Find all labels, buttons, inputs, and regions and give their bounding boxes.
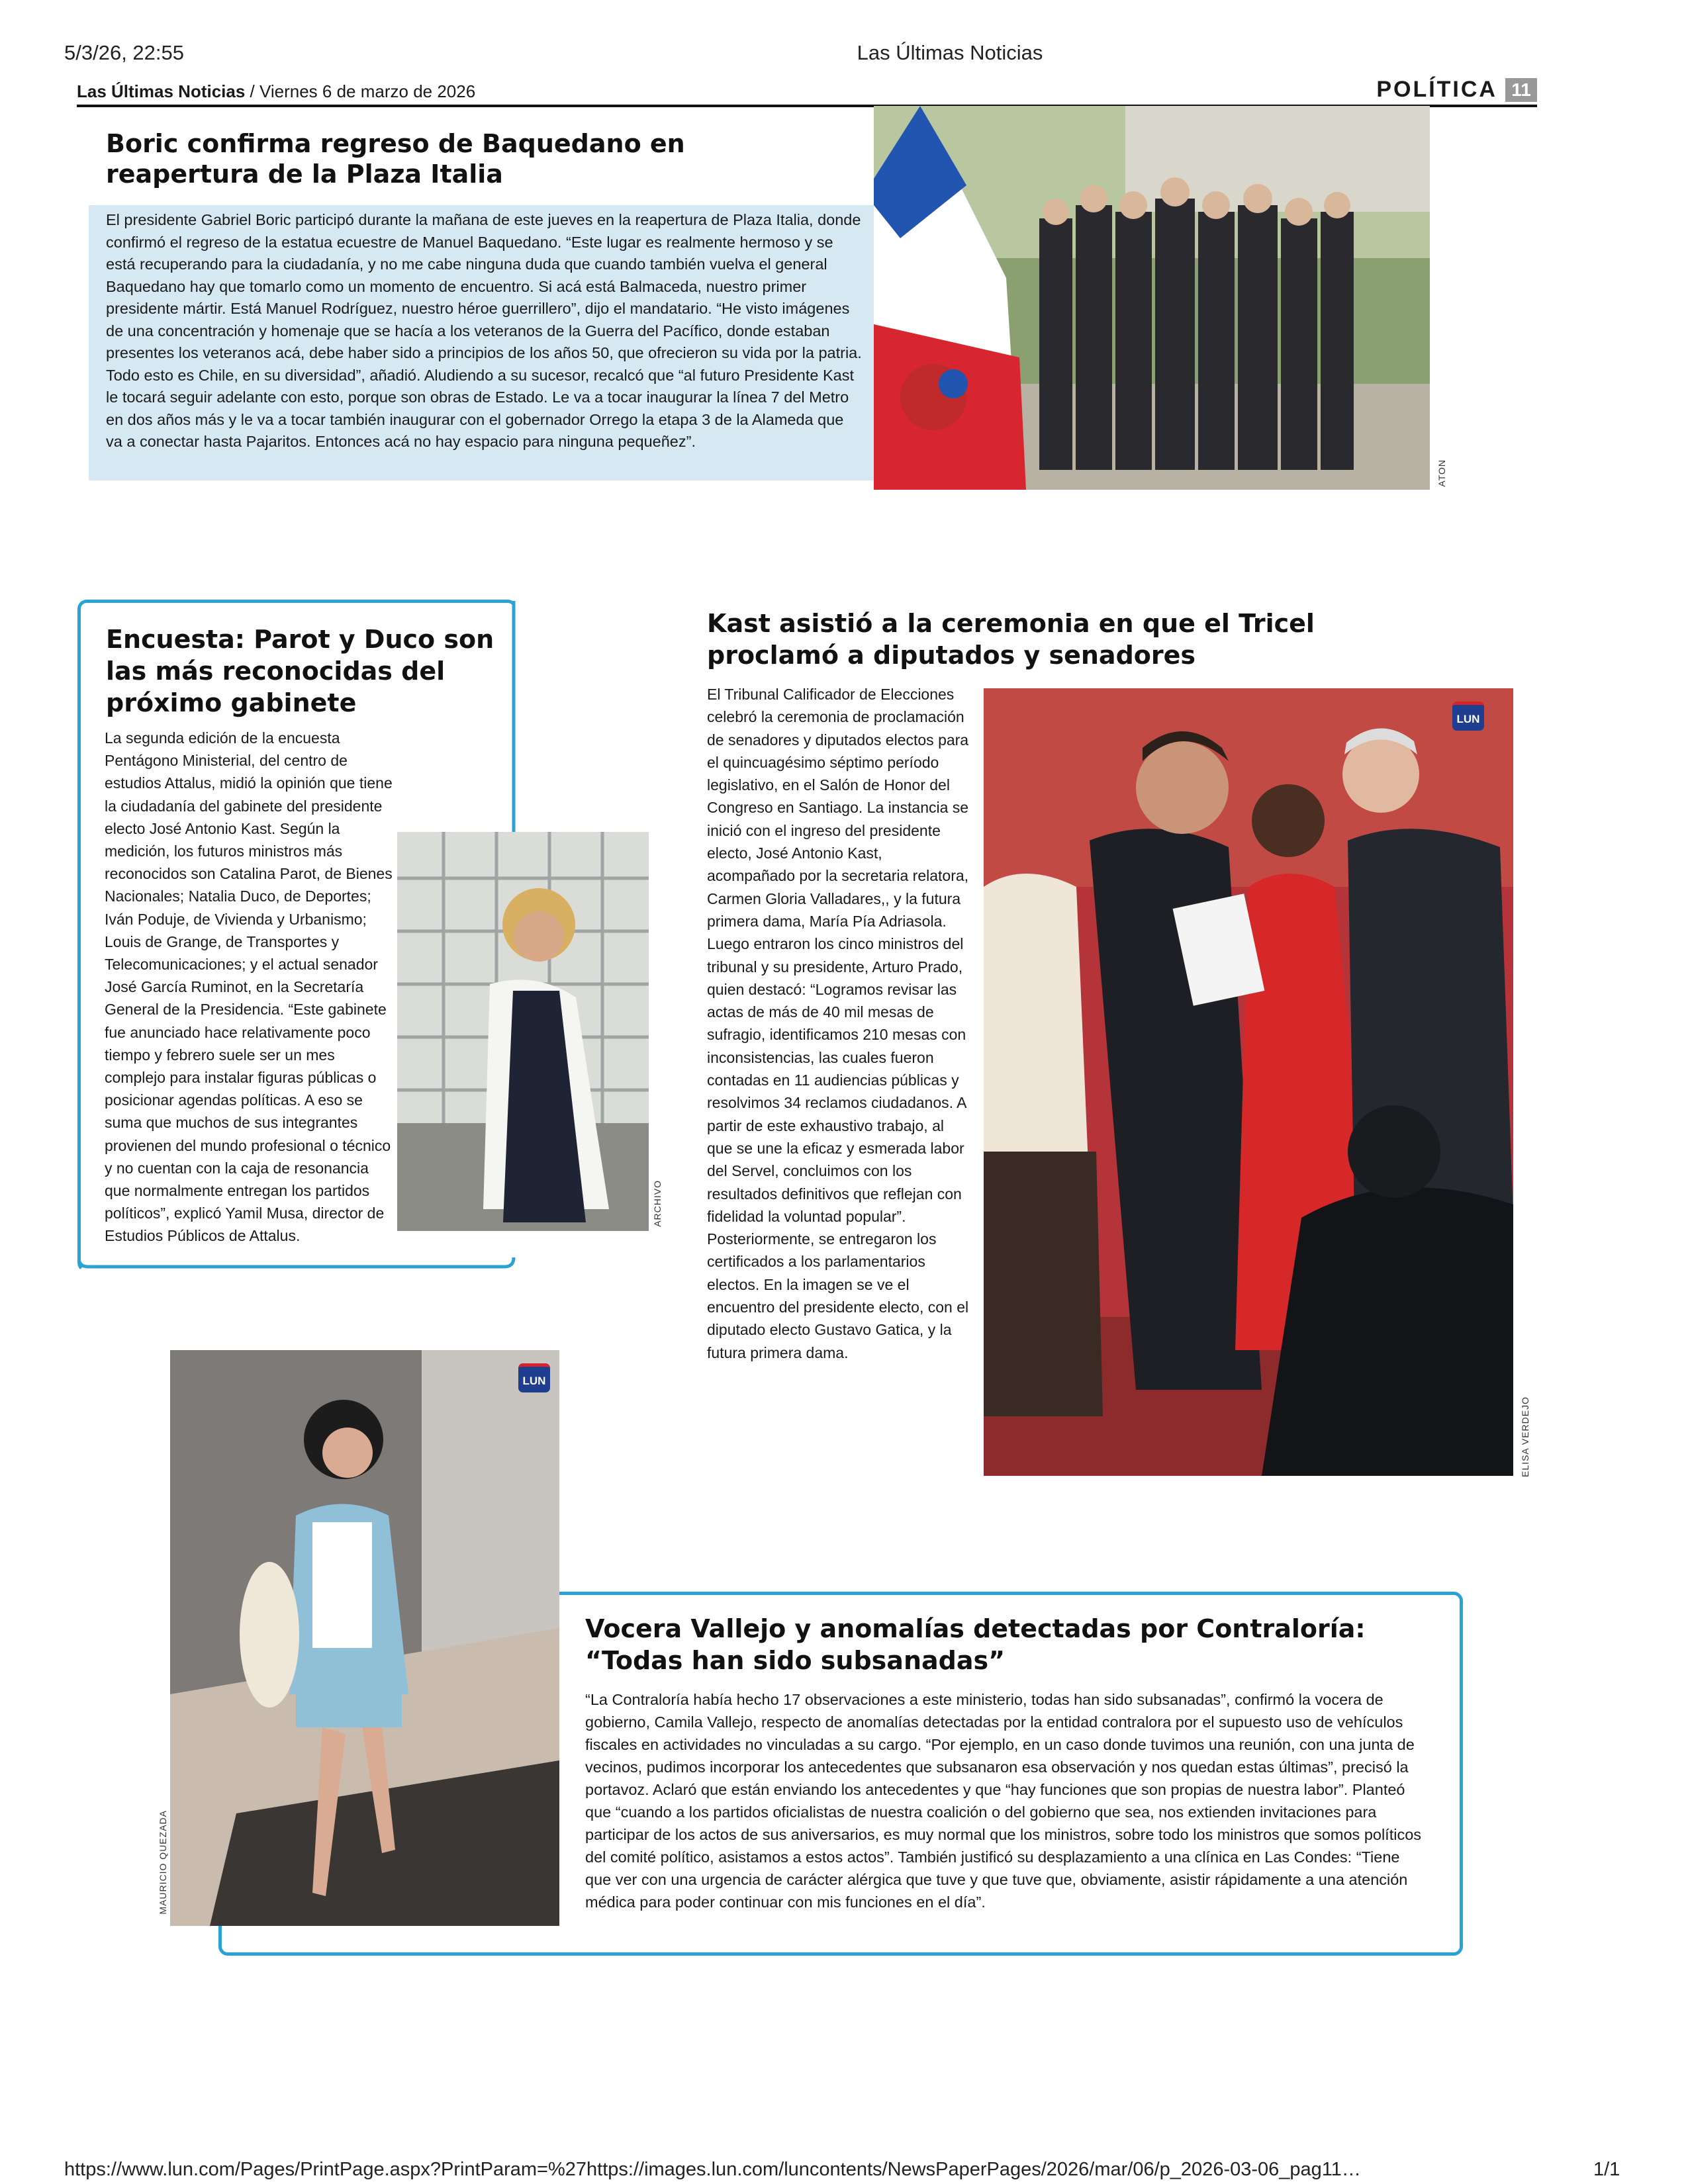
story-4-photo — [170, 1350, 559, 1926]
story-2-headline: Encuesta: Parot y Duco son las más reconocidas del próximo gabinete — [106, 625, 494, 717]
story-4-headline: Vocera Vallejo y anomalías detectadas por Contraloría: “Todas han sido subsanadas” — [585, 1614, 1366, 1675]
print-datetime: 5/3/26, 22:55 — [64, 41, 184, 64]
story-2-photo — [397, 832, 649, 1231]
lun-logo-story-3: LUN — [1452, 702, 1484, 731]
story-2-photo-credit: ARCHIVO — [652, 1180, 663, 1227]
story-4-body: “La Contraloría había hecho 17 observaciones a este ministerio, todas han sido subsanadas”, confirmó la vocera de gobierno, Camila Vallejo, respecto de anomalías detectadas por la entidad contralora por el supuesto uso de vehículos fiscales en actividades no vinculadas a su cargo. “Por ejemplo, en un caso donde tuvimos una reunión, con una junta de vecinos, pudimos incorporar los antecedentes que subsanaron esa observación y nos quedan estas últimas”, precisó la portavoz. Aclaró que están enviando los antecedentes y que “hay funciones que son propias de nuestra labor”. Planteó que “cuando a los partidos oficialistas de nuestra coalición o del gobierno que sea, nos extienden invitaciones para participar de los actos de sus aniversarios, es muy normal que los ministros, sobre todo los ministros que somos políticos del comité político, asistamos a estos actos”. También justificó su desplazamiento a una clínica en Las Condes: “Tiene que ver con una urgencia de carácter alérgica que tuve y que tuve que, obviamente, asistir rápidamente a una atención médica para poder continuar con mis funciones en el día”. — [585, 1691, 1422, 1911]
issue-date: / Viernes 6 de marzo de 2026 — [250, 81, 476, 101]
story-3-headline: Kast asistió a la ceremonia en que el Tricel proclamó a diputados y senadores — [707, 609, 1315, 670]
section-label: POLÍTICA — [1376, 77, 1497, 102]
story-2-body: La segunda edición de la encuesta Pentágono Ministerial, del centro de estudios Attalus, midió la opinión que tiene la ciudadanía del gabinete del presidente electo José Antonio Kast. Según la medición, los futuros ministros más reconocidos son Catalina Parot, de Bienes Nacionales; Natalia Duco, de Deportes; Iván Poduje, de Vivienda y Urbanismo; Louis de Grange, de Transportes y Telecomunicaciones; y el actual senador José García Ruminot, en la Secretaría General de la Presidencia. “Este gabinete fue anunciado hace relativamente poco tiempo y febrero suele ser un mes complejo para instalar figuras públicas o posicionar agendas políticas. A eso se suma que muchos de sus integrantes provienen del mundo profesional o técnico y no cuentan con la caja de resonancia que normalmente entregan los partidos políticos”, explicó Yamil Musa, director de Estudios Públicos de Attalus. — [105, 729, 393, 1245]
page-number-badge: 11 — [1505, 78, 1537, 102]
story-1-photo — [874, 106, 1430, 490]
story-1-body: El presidente Gabriel Boric participó durante la mañana de este jueves en la reapertura de Plaza Italia, donde confirmó el regreso de la estatua ecuestre de Manuel Baquedano. “Este lugar es realmente hermoso y se está recuperando para la ciudadanía, y no me cabe ninguna duda que cuando también vuelva el general Baquedano hay que tomarlo como un momento de encuentro. Si acá está Balmaceda, nuestro primer presidente mártir. Está Manuel Rodríguez, nuestro héroe guerrillero”, dijo el mandatario. “He visto imágenes de una concentración y homenaje que se hacía a los veteranos de la Guerra del Pacífico, donde estaban presentes los veteranos acá, debe haber sido a principios de los años 50, que ofrecieron su vida por la patria. Todo esto es Chile, en su diversidad”, añadió. Aludiendo a su sucesor, recalcó que “al futuro Presidente Kast le tocará seguir adelante con esto, porque son obras de Estado. Le va a tocar inaugurar la línea 7 del Metro en dos años más y le va a tocar también inaugurar con el gobernador Orrego la etapa 3 de la Alameda que va a conectar hasta Pajaritos. Entonces acá no hay espacio para ninguna pequeñez”. — [106, 211, 862, 450]
story-3-photo-credit: ELISA VERDEJO — [1520, 1396, 1530, 1477]
print-footer-page: 1/1 — [1593, 2159, 1620, 2180]
newspaper-name: Las Últimas Noticias — [77, 81, 246, 101]
page-header — [77, 79, 1537, 107]
masthead — [77, 81, 475, 102]
story-4-photo-credit: MAURICIO QUEZADA — [158, 1810, 168, 1915]
print-footer-url: https://www.lun.com/Pages/PrintPage.aspx?PrintParam=%27https://images.lun.com/luncontents/NewsPaperPages/2026/mar/06/p_2026-03-06_pag11… — [64, 2159, 1361, 2180]
story-1-photo-credit: ATON — [1436, 459, 1447, 487]
story-3-photo — [984, 688, 1513, 1476]
story-3-body: El Tribunal Calificador de Elecciones celebró la ceremonia de proclamación de senadores y diputados electos para el quincuagésimo séptimo período legislativo, en el Salón de Honor del Congreso en Santiago. La instancia se inició con el ingreso del presidente electo, José Antonio Kast, acompañado por la secretaria relatora, Carmen Gloria Valladares,, y la futura primera dama, María Pía Adriasola. Luego entraron los cinco ministros del tribunal y su presidente, Arturo Prado, quien destacó: “Logramos revisar las actas de más de 40 mil mesas de sufragio, identificamos 210 mesas con inconsistencias, las cuales fueron contadas en 11 audiencias públicas y resolvimos 34 reclamos ciudadanos. A partir de este exhaustivo trabajo, al que se une la eficaz y esmerada labor del Servel, concluimos con los resultados definitivos que reflejan con fidelidad la voluntad popular”. Posteriormente, se entregaron los certificados a los parlamentarios electos. En la imagen se ve el encuentro del presidente electo, con el diputado electo Gustavo Gatica, y la futura primera dama. — [707, 686, 969, 1361]
print-site-title: Las Últimas Noticias — [857, 41, 1043, 64]
story-1-headline: Boric confirma regreso de Baquedano en reapertura de la Plaza Italia — [106, 129, 685, 189]
lun-logo-story-4: LUN — [518, 1363, 550, 1392]
